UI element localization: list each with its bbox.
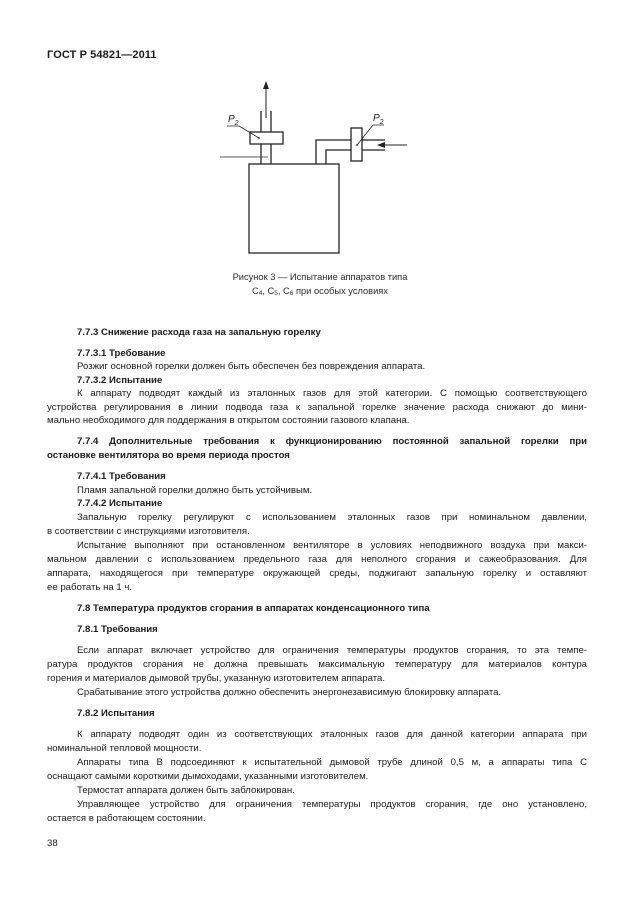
paragraph-line: мально необходимого для поддержания в открытом состоянии газового клапана. (47, 415, 410, 426)
paragraph-line: номинальной тепловой мощности. (47, 743, 202, 754)
p2-left-component (250, 132, 283, 144)
figure-caption: Рисунок 3 — Испытание аппаратов типа (232, 272, 408, 282)
paragraph-line: ратура продуктов сгорания не должна превышать максимальную температуру для материалов контура (47, 659, 587, 670)
appliance-box (249, 164, 339, 253)
figure-caption-line2: $C_4$, $C_5$, $C_6$ при особых условиях (252, 286, 388, 297)
paragraph-line: горения и материалов дымовой трубы, указанную изготовителем аппарата. (47, 673, 386, 684)
paragraph-line: аппарата, находящегося при температуре окружающей среды, поджигают запальную горелку и оставляют (47, 568, 587, 579)
section-7-8-2-heading: 7.8.2 Испытания (77, 708, 155, 719)
section-7-7-4-1-heading: 7.7.4.1 Требования (77, 471, 166, 482)
section-7-7-3-1-heading: 7.7.3.1 Требование (77, 348, 166, 359)
p2-left-label: P (228, 114, 235, 125)
paragraph: Розжиг основной горелки должен быть обеспечен без повреждения аппарата. (77, 361, 426, 372)
page-number: 38 (47, 838, 58, 849)
paragraph-line: Аппараты типа В подсоединяют к испытательной дымовой трубе длиной 0,5 м, а аппараты типа С (77, 757, 587, 768)
paragraph-line: К аппарату подводят один из соответствующих эталонных газов для данной категории аппарата при (77, 729, 587, 740)
section-7-7-3-2-heading: 7.7.3.2 Испытание (77, 375, 163, 386)
paragraph: Термостат аппарата должен быть заблокирован. (77, 785, 295, 796)
document-header: ГОСТ Р 54821—2011 (47, 49, 157, 61)
section-7-7-4-heading-line2: остановке вентилятора во время периода простоя (47, 450, 290, 461)
section-7-8-heading: 7.8 Температура продуктов сгорания в аппаратах конденсационного типа (77, 603, 430, 614)
p2-right-label: P (373, 113, 380, 124)
figure-3-diagram (200, 70, 440, 270)
paragraph-line: Испытание выполняют при остановленном вентиляторе в условиях неподвижного воздуха при макси- (77, 540, 587, 551)
paragraph-line: Управляющее устройство для ограничения температуры продуктов сгорания, где оно установлено, (77, 799, 587, 810)
paragraph: Пламя запальной горелки должно быть устойчивым. (77, 485, 313, 496)
paragraph-line: оснащают самыми короткими дымоходами, указанными изготовителем. (47, 771, 369, 782)
section-7-7-4-heading: 7.7.4 Дополнительные требования к функционированию постоянной запальной горелки при (77, 436, 587, 447)
paragraph-line: в соответствии с инструкциями изготовителя. (47, 526, 250, 537)
paragraph-line: Если аппарат включает устройство для ограничения температуры продуктов сгорания, то эта темпе- (77, 645, 587, 656)
paragraph-line: Запальную горелку регулируют с использованием эталонных газов при номинальном давлении, (77, 512, 587, 523)
section-7-7-4-2-heading: 7.7.4.2 Испытание (77, 498, 163, 509)
paragraph-line: устройства регулирования в линии подвода газа к запальной горелке значение расхода снижают до мини- (47, 402, 587, 413)
svg-text:P2: $P_2$ (373, 113, 384, 126)
paragraph-line: мальном давлении с использованием предельного газа для неполного сгорания и сажеобразования. Для (47, 554, 587, 565)
section-7-8-1-heading: 7.8.1 Требования (77, 624, 158, 635)
paragraph-line: К аппарату подводят каждый из эталонных газов для этой категории. С помощью соответствующего (77, 388, 587, 399)
paragraph-line: остается в работающем состоянии. (47, 813, 206, 824)
svg-text:P2: $P_2$ (228, 114, 239, 127)
paragraph-line: ее работать на 1 ч. (47, 582, 133, 593)
paragraph: Срабатывание этого устройства должно обеспечить энергонезависимую блокировку аппарата. (77, 687, 502, 698)
section-7-7-3-heading: 7.7.3 Снижение расхода газа на запальную горелку (77, 327, 321, 338)
